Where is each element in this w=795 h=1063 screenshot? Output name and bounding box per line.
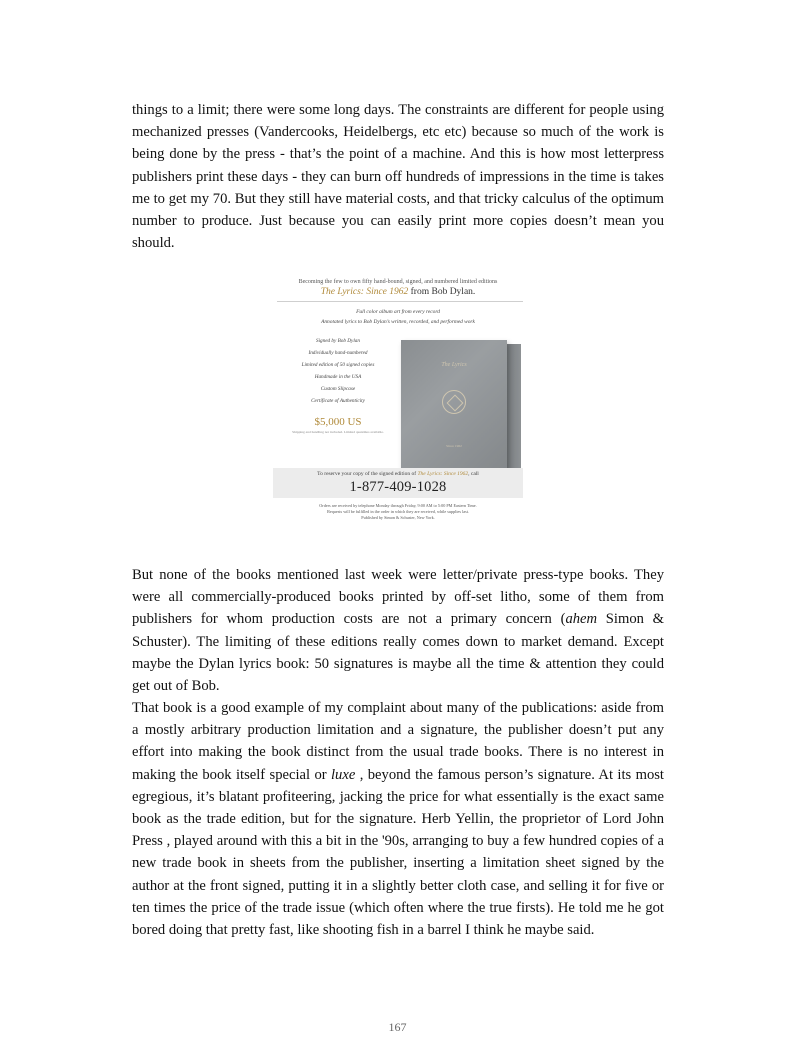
paragraph-2 bbox=[132, 564, 664, 697]
ad-call-lead: To reserve your copy of the signed edition of bbox=[317, 471, 418, 477]
ad-price-fine-print: Shipping and handling not included. Limited quantities available. bbox=[292, 430, 384, 434]
ad-spec: Certificate of Authenticity bbox=[311, 398, 365, 404]
ad-title-rest: from Bob Dylan. bbox=[408, 287, 476, 297]
ad-call-end: , call bbox=[468, 471, 479, 477]
ad-feature: Full color album art from every record bbox=[356, 309, 440, 315]
paragraph-3-text: That book is a good example of my complaint about many of the publications: aside from a mostly arbitrary production limitation and a signature, the publisher doesn’t put any effort into making the book distinct from the usual trade books. There is no interest in making the book itself special or bbox=[132, 700, 664, 783]
paragraph-2-text-end: Simon & Schuster). The limiting of these editions really comes down to market demand. Except maybe the Dylan lyrics book: 50 signatures is maybe all the time & attention they could get out of Bob. bbox=[132, 611, 664, 695]
paragraph-3-text-end: , beyond the famous person’s signature. At its most egregious, it’s blatant profiteering, jacking the price for what essentially is the exact same book as the trade edition, but for the signature. Herb Yellin, the proprietor of Lord John Press , played around with this a bit in the '90s, arranging to buy a few hundred copies of a new trade book in sheets from the publisher, inserting a limitation sheet signed by the author at the front signed, putting it in a slightly better cloth case, and selling it for five or ten times the price of the trade issue (which often where the true firsts). He told me he got bored doing that pretty fast, like shooting fish in a barrel I think he maybe said. bbox=[132, 766, 664, 939]
paragraph-2-text: But none of the books mentioned last week were letter/private press-type books. They were all commercially-produced books printed by off-set litho, some of them from publishers for whom production costs are not a primary concern ( bbox=[132, 567, 664, 628]
book-box-image bbox=[401, 336, 521, 470]
ad-feature: Annotated lyrics to Bob Dylan’s written, recorded, and performed work bbox=[321, 319, 475, 325]
ad-spec: Limited edition of 50 signed copies bbox=[301, 362, 375, 368]
paragraph-3 bbox=[132, 697, 664, 941]
paragraph-1: things to a limit; there were some long days. The constraints are different for people using mechanized presses (Vandercooks, Heidelbergs, etc etc) because so much of the work is being done by the press - that’s the point of a machine. And this is how most letterpress publishers print these days - they can burn off hundreds of impressions in the time is takes me to get my 70. But they still have material costs, and that tricky calculus of the optimum number to produce. Just because you can easily print more copies doesn’t mean you should. bbox=[132, 102, 664, 252]
ad-spec: Handmade in the USA bbox=[314, 374, 362, 380]
ad-title-book: The Lyrics: Since 1962 bbox=[320, 287, 409, 297]
ad-top-line: Becoming the few to own fifty hand-bound, signed, and numbered limited editions bbox=[298, 279, 498, 285]
ad-title bbox=[273, 287, 523, 297]
ad-call-book: The Lyrics: Since 1962 bbox=[417, 471, 469, 477]
ad-spec: Individually hand-numbered bbox=[308, 350, 368, 356]
book-box-front bbox=[401, 340, 507, 468]
book-box-subtitle: Since 1962 bbox=[446, 444, 462, 448]
ad-divider bbox=[277, 301, 523, 302]
ad-spec: Signed by Bob Dylan bbox=[316, 338, 360, 344]
ad-footer-line: Published by Simon & Schuster, New York. bbox=[361, 515, 435, 520]
ad-footer-line: Orders are received by telephone Monday through Friday, 9:00 AM to 5:00 PM Eastern Time. bbox=[319, 503, 477, 508]
emblem-icon bbox=[442, 390, 466, 414]
book-box-title: The Lyrics bbox=[441, 362, 467, 368]
ad-phone-number: 1-877-409-1028 bbox=[349, 479, 447, 495]
ad-price: $5,000 US bbox=[314, 416, 362, 428]
ad-call-text bbox=[273, 471, 523, 477]
book-box-slipcase-side bbox=[507, 344, 521, 468]
ad-footer-line: Requests will be fulfilled in the order in which they are received, while supplies last. bbox=[327, 509, 469, 514]
dylan-lyrics-advertisement bbox=[273, 268, 537, 526]
ad-spec: Custom Slipcase bbox=[320, 386, 356, 392]
paragraph-3-italic: luxe bbox=[331, 766, 356, 783]
paragraph-2-italic: ahem bbox=[565, 611, 598, 628]
page-number: 167 bbox=[388, 1020, 407, 1034]
ad-phone-band bbox=[273, 468, 523, 498]
